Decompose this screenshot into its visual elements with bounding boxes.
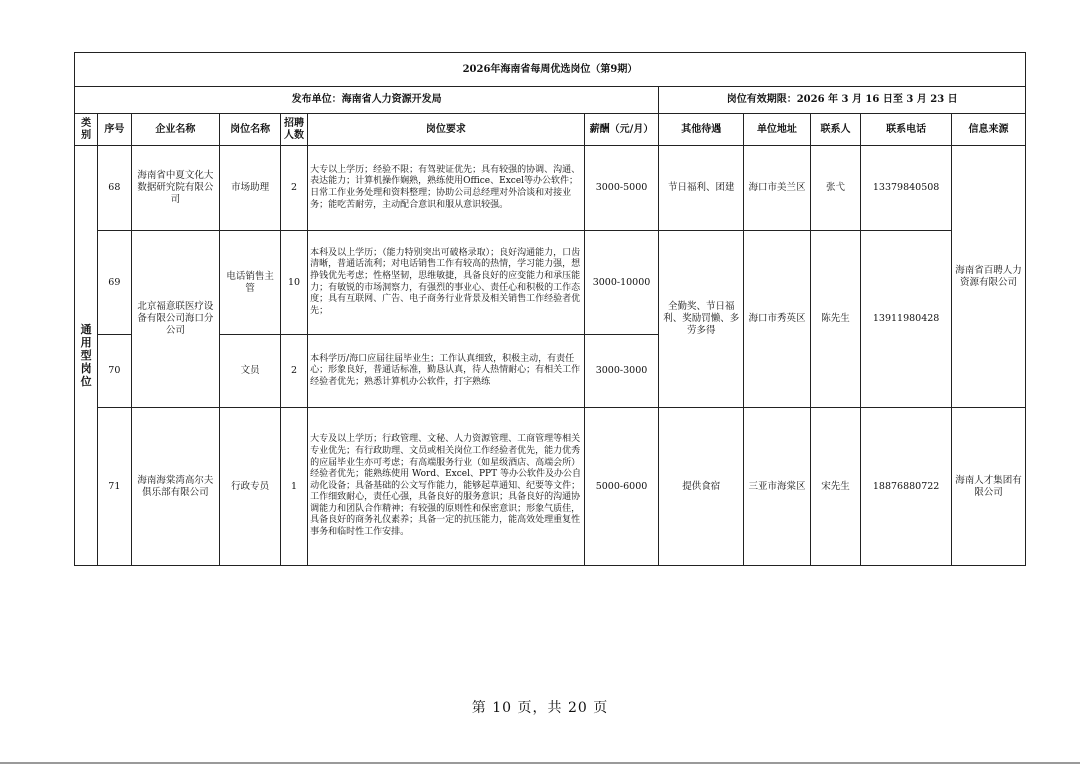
header-position: 岗位名称 — [220, 114, 281, 146]
header-source: 信息来源 — [952, 114, 1026, 146]
phone-number: 13379840508 — [861, 146, 952, 231]
validity-period: 岗位有效期限：2026 年 3 月 16 日至 3 月 23 日 — [659, 87, 1026, 114]
row-number: 70 — [98, 335, 131, 408]
requirements: 本科及以上学历；（能力特别突出可破格录取）；良好沟通能力，口齿清晰，普通话流利；对电话销售工作有较高的热情，学习能力强，想挣钱优先考虑；性格坚韧，思维敏捷，具备良好的应变能力和承压能力；有敏锐的市场洞察力，有强烈的事业心、责任心和积极的工作态度；具有互联网、广告、电子商务行业背景及相关销售工作经验者优先； — [308, 231, 585, 335]
company-name: 海南海棠湾高尔夫俱乐部有限公司 — [131, 408, 220, 566]
phone-number: 18876880722 — [861, 408, 952, 566]
benefits: 全勤奖、节日福利、奖励罚懒、多劳多得 — [659, 231, 744, 408]
table-header-row — [75, 114, 1026, 146]
header-number: 序号 — [98, 114, 131, 146]
salary: 5000-6000 — [584, 408, 659, 566]
job-table — [74, 52, 1026, 566]
hire-count: 1 — [280, 408, 307, 566]
requirements: 本科学历/海口应届往届毕业生；工作认真细致，积极主动，有责任心；形象良好，普通话标准，勤恳认真，待人热情耐心；有相关工作经验者优先；熟悉计算机办公软件，打字熟练 — [308, 335, 585, 408]
page-footer: 第 10 页，共 20 页 — [471, 700, 609, 716]
company-name: 北京福意联医疗设备有限公司海口分公司 — [131, 231, 220, 408]
position-name: 市场助理 — [220, 146, 281, 231]
header-company: 企业名称 — [131, 114, 220, 146]
salary: 3000-3000 — [584, 335, 659, 408]
publisher: 发布单位：海南省人力资源开发局 — [75, 87, 659, 114]
header-phone: 联系电话 — [861, 114, 952, 146]
header-benefits: 其他待遇 — [659, 114, 744, 146]
position-name: 电话销售主管 — [220, 231, 281, 335]
hire-count: 10 — [280, 231, 307, 335]
table-row — [75, 408, 1026, 566]
header-category: 类别 — [75, 114, 98, 146]
table-title: 2026年海南省每周优选岗位（第9期） — [75, 53, 1026, 87]
position-name: 文员 — [220, 335, 281, 408]
info-source: 海南人才集团有限公司 — [952, 408, 1026, 566]
contact-person: 张弋 — [810, 146, 860, 231]
table-row — [75, 146, 1026, 231]
position-name: 行政专员 — [220, 408, 281, 566]
row-number: 68 — [98, 146, 131, 231]
header-salary: 薪酬（元/月） — [584, 114, 659, 146]
row-number: 71 — [98, 408, 131, 566]
hire-count: 2 — [280, 335, 307, 408]
contact-person: 陈先生 — [810, 231, 860, 408]
header-requirements: 岗位要求 — [308, 114, 585, 146]
hire-count: 2 — [280, 146, 307, 231]
salary: 3000-10000 — [584, 231, 659, 335]
header-address: 单位地址 — [744, 114, 811, 146]
requirements: 大专及以上学历；行政管理、文秘、人力资源管理、工商管理等相关专业优先；有行政助理、文员或相关岗位工作经验者优先，能力优秀的应届毕业生亦可考虑；有高端服务行业（如星级酒店、高端会所）经验者优先；能熟练使用 Word、Excel、PPT 等办公软件及办公自动化设备；具备基础的公文写作能力，能够起草通知、纪要等文件；工作细致耐心，责任心强，具备良好的服务意识；具备良好的沟通协调能力和团队合作精神；有较强的原则性和保密意识；形象气质佳，具备良好的商务礼仪素养；具备一定的抗压能力，能高效处理重复性事务和临时性工作安排。 — [308, 408, 585, 566]
table-row — [75, 231, 1026, 335]
salary: 3000-5000 — [584, 146, 659, 231]
address: 海口市秀英区 — [744, 231, 811, 408]
company-name: 海南省中夏文化大数据研究院有限公司 — [131, 146, 220, 231]
row-number: 69 — [98, 231, 131, 335]
category-cell: 通用型岗位 — [75, 146, 98, 566]
benefits: 节日福利、团建 — [659, 146, 744, 231]
address: 三亚市海棠区 — [744, 408, 811, 566]
header-count: 招聘人数 — [280, 114, 307, 146]
benefits: 提供食宿 — [659, 408, 744, 566]
contact-person: 宋先生 — [810, 408, 860, 566]
phone-number: 13911980428 — [861, 231, 952, 408]
info-source: 海南省百聘人力资源有限公司 — [952, 146, 1026, 408]
header-contact: 联系人 — [810, 114, 860, 146]
requirements: 大专以上学历；经验不限；有驾驶证优先；具有较强的协调、沟通、表达能力；计算机操作娴熟，熟练使用Office、Excel等办公软件；日常工作业务处理和资料整理；协助公司总经理对外洽谈和对接业务；能吃苦耐劳，主动配合意识和服从意识较强。 — [308, 146, 585, 231]
address: 海口市美兰区 — [744, 146, 811, 231]
